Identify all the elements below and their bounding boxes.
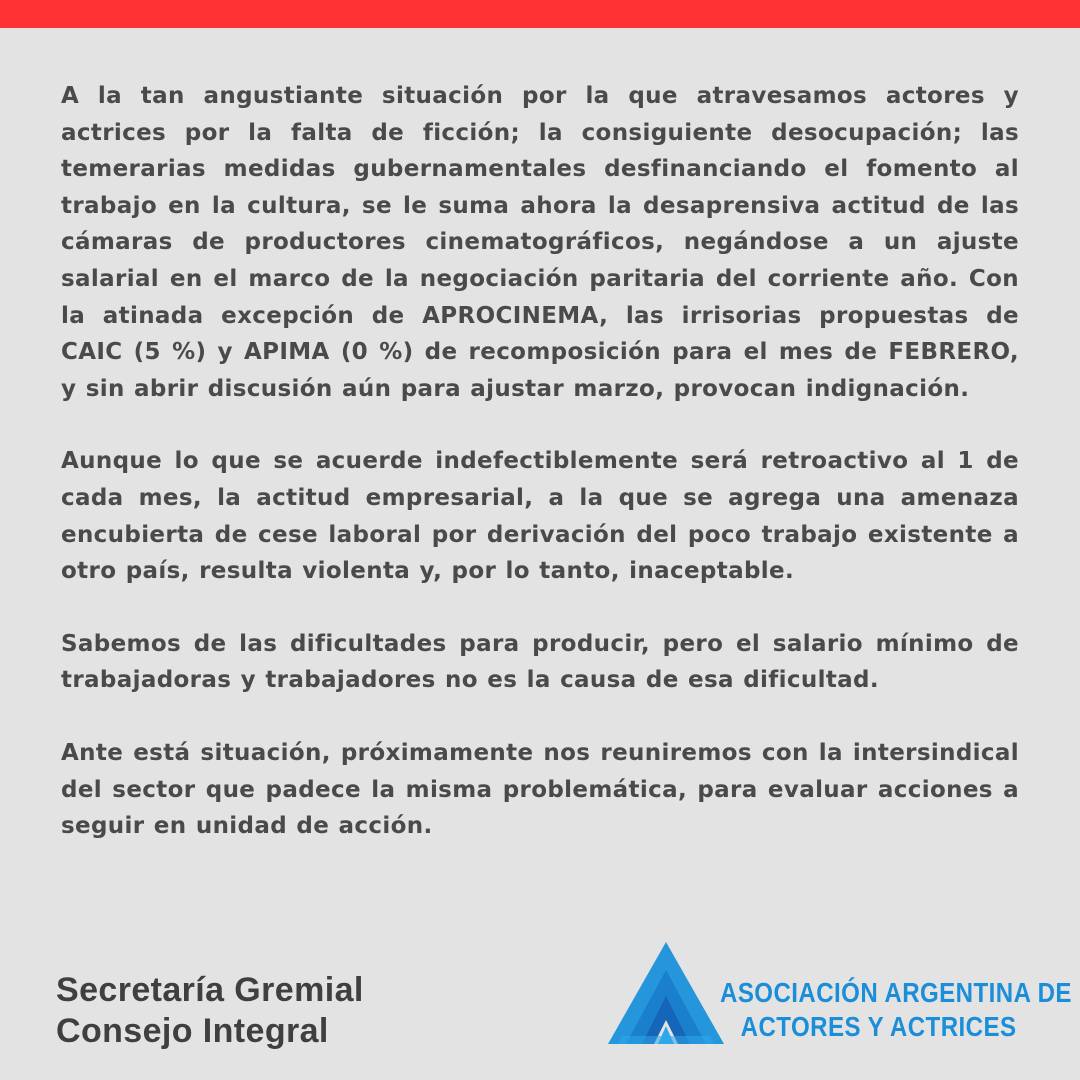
organization-logo [606,940,1072,1050]
statement-paragraph: Aunque lo que se acuerde indefectiblemente será retroactivo al 1 de cada mes, la actitud empresarial, a la que se agrega una amenaza encubierta de cese laboral por derivación del poco trabajo existente a otro país, resulta violenta y, por lo tanto, inaceptable. [61,448,1019,585]
statement-body [61,78,1019,881]
logo-text-line2: ACTORES Y ACTRICES [740,1011,1017,1042]
top-accent-bar [0,0,1080,28]
logo-text-line1: ASOCIACIÓN ARGENTINA DE [720,977,1072,1008]
signature-line-secretaria: Secretaría Gremial [56,971,364,1009]
signature-block [56,970,364,1052]
signature-line-consejo: Consejo Integral [56,1012,329,1050]
statement-paragraph: Sabemos de las dificultades para producir, pero el salario mínimo de trabajadoras y trabajadores no es la causa de esa dificultad. [61,630,1019,694]
statement-paragraph: A la tan angustiante situación por la que atravesamos actores y actrices por la falta de ficción; la consiguiente desocupación; las temerarias medidas gubernamentales desfinanciando el fomento al trabajo en la cultura, se le suma ahora la desaprensiva actitud de las cámaras de productores cinematográficos, negándose a un ajuste salarial en el marco de la negociación paritaria del corriente año. Con la atinada excepción de APROCINEMA, las irrisorias propuestas de CAIC (5 %) y APIMA (0 %) de recomposición para el mes de FEBRERO, y sin abrir discusión aún para ajustar marzo, provocan indignación. [61,83,1019,402]
triangle-logo-icon [606,940,726,1050]
logo-wordmark [720,976,1072,1044]
statement-paragraph: Ante está situación, próximamente nos reuniremos con la intersindical del sector que padece la misma problemática, para evaluar acciones a seguir en unidad de acción. [61,739,1019,840]
